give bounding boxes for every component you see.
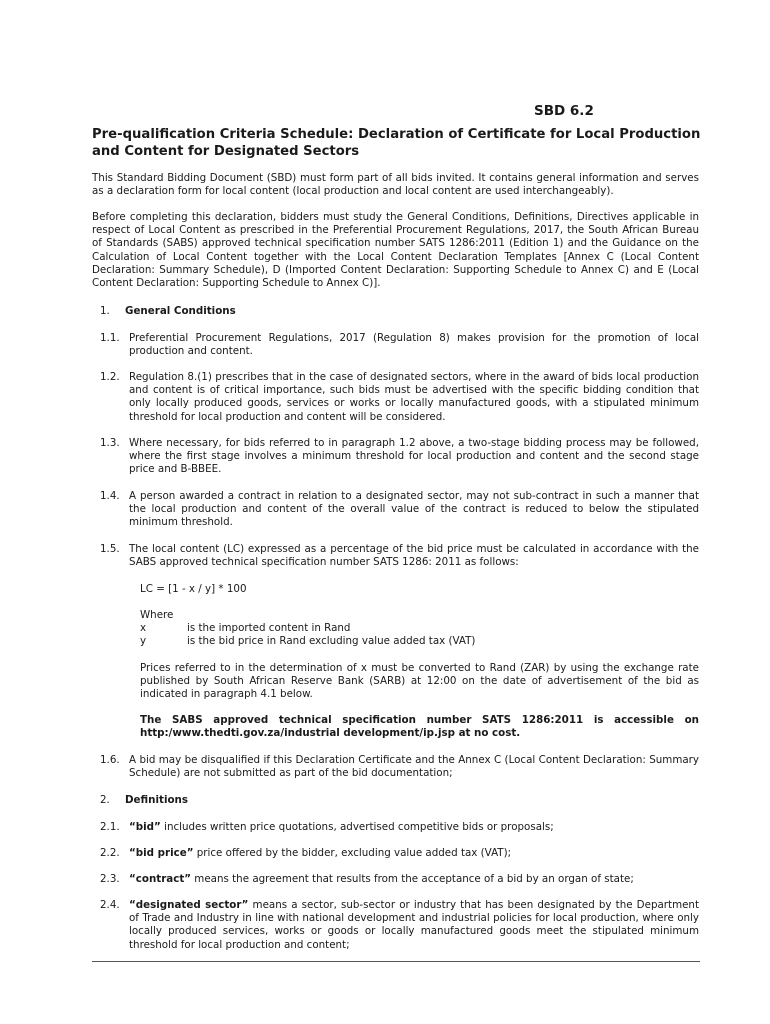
variable-definition: is the imported content in Rand (187, 622, 351, 634)
clause-number: 2.4. (100, 899, 120, 911)
definition-body: means the agreement that results from the acceptance of a bid by an organ of state; (191, 873, 634, 885)
clause-text: Regulation 8.(1) prescribes that in the case of designated sectors, where in the award of bids local production and content is of critical importance, such bids must be advertised with the specific bidding condition that only locally produced goods, services or works or locally manufactured goods, with a stipulated minimum threshold for local production and content will be considered. (129, 371, 699, 423)
section-number: 1. (100, 305, 110, 317)
definition-term: “designated sector” (129, 899, 249, 911)
lc-formula: LC = [1 - x / y] * 100 (140, 583, 247, 595)
variable-definition: is the bid price in Rand excluding value added tax (VAT) (187, 635, 476, 647)
clause-number: 2.3. (100, 873, 120, 885)
clause-1-4 (100, 490, 699, 530)
definition-body: includes written price quotations, advertised competitive bids or proposals; (160, 821, 554, 833)
intro-paragraph: This Standard Bidding Document (SBD) must form part of all bids invited. It contains general information and serves as a declaration form for local content (local production and local content are used interchangeably). (92, 172, 699, 198)
clause-text: Preferential Procurement Regulations, 2017 (Regulation 8) makes provision for the promotion of local production and content. (129, 332, 699, 358)
definition-text (129, 821, 699, 834)
clause-number: 1.1. (100, 332, 120, 344)
variable-symbol: x (140, 622, 147, 634)
document-code: SBD 6.2 (534, 103, 594, 119)
clause-number: 1.5. (100, 543, 120, 555)
definition-2-2 (100, 847, 699, 860)
prices-note: Prices referred to in the determination of x must be converted to Rand (ZAR) by using the exchange rate published by South African Reserve Bank (SARB) at 12:00 on the date of advertisement of the bid as indicated in paragraph 4.1 below. (140, 662, 699, 701)
clause-1-1 (100, 332, 699, 358)
where-label: Where (140, 609, 174, 621)
clause-number: 2.2. (100, 847, 120, 859)
clause-text: A person awarded a contract in relation to a designated sector, may not sub-contract in such a manner that the local production and content of the overall value of the contract is reduced to below the stipulated minimum threshold. (129, 490, 699, 529)
definition-text (129, 847, 699, 860)
variable-symbol: y (140, 635, 147, 647)
clause-number: 1.3. (100, 437, 120, 449)
definition-term: “bid” (129, 821, 161, 833)
clause-number: 1.2. (100, 371, 120, 383)
clause-text: The local content (LC) expressed as a percentage of the bid price must be calculated in accordance with the SABS approved technical specification number SATS 1286: 2011 as follows: (129, 543, 699, 569)
clause-1-6 (100, 754, 699, 780)
document-title: Pre-qualification Criteria Schedule: Declaration of Certificate for Local Production and Content for Designated Sectors (92, 127, 701, 159)
clause-1-5 (100, 543, 699, 569)
before-paragraph: Before completing this declaration, bidders must study the General Conditions, Definitions, Directives applicable in respect of Local Content as prescribed in the Preferential Procurement Regulations, 2017, the South African Bureau of Standards (SABS) approved technical specification number SATS 1286:2011 (Edition 1) and the Guidance on the Calculation of Local Content together with the Local Content Declaration Templates [Annex C (Local Content Declaration: Summary Schedule), D (Imported Content Declaration: Supporting Schedule to Annex C) and E (Local Content Declaration: Supporting Schedule to Annex C)]. (92, 211, 699, 290)
sabs-note: The SABS approved technical specification number SATS 1286:2011 is accessible on http:/www.thedti.gov.za/industrial development/ip.jsp at no cost. (140, 714, 699, 740)
section-2-heading (100, 794, 188, 807)
section-number: 2. (100, 794, 110, 806)
definition-2-1 (100, 821, 699, 834)
section-title: Definitions (125, 794, 189, 806)
definition-text (129, 873, 699, 886)
footer-rule (92, 961, 700, 962)
clause-number: 1.4. (100, 490, 120, 502)
section-1-heading (100, 305, 236, 318)
clause-number: 1.6. (100, 754, 120, 766)
definition-2-3 (100, 873, 699, 886)
definition-term: “bid price” (129, 847, 194, 859)
clause-text: A bid may be disqualified if this Declaration Certificate and the Annex C (Local Content Declaration: Summary Schedule) are not submitted as part of the bid documentation; (129, 754, 699, 780)
clause-number: 2.1. (100, 821, 120, 833)
definition-text (129, 899, 699, 952)
definition-body: price offered by the bidder, excluding value added tax (VAT); (193, 847, 512, 859)
clause-1-3 (100, 437, 699, 477)
clause-text: Where necessary, for bids referred to in paragraph 1.2 above, a two-stage bidding process may be followed, where the first stage involves a minimum threshold for local production and content and the second stage price and B-BBEE. (129, 437, 699, 476)
clause-1-2 (100, 371, 699, 424)
definition-term: “contract” (129, 873, 192, 885)
section-title: General Conditions (125, 305, 236, 317)
definition-body: means a sector, sub-sector or industry that has been designated by the Department of Trade and Industry in line with national development and industrial policies for local production, where only locally produced services, works or goods or locally manufactured goods meet the stipulated minimum threshold for local production and content; (129, 899, 699, 951)
definition-2-4 (100, 899, 699, 952)
